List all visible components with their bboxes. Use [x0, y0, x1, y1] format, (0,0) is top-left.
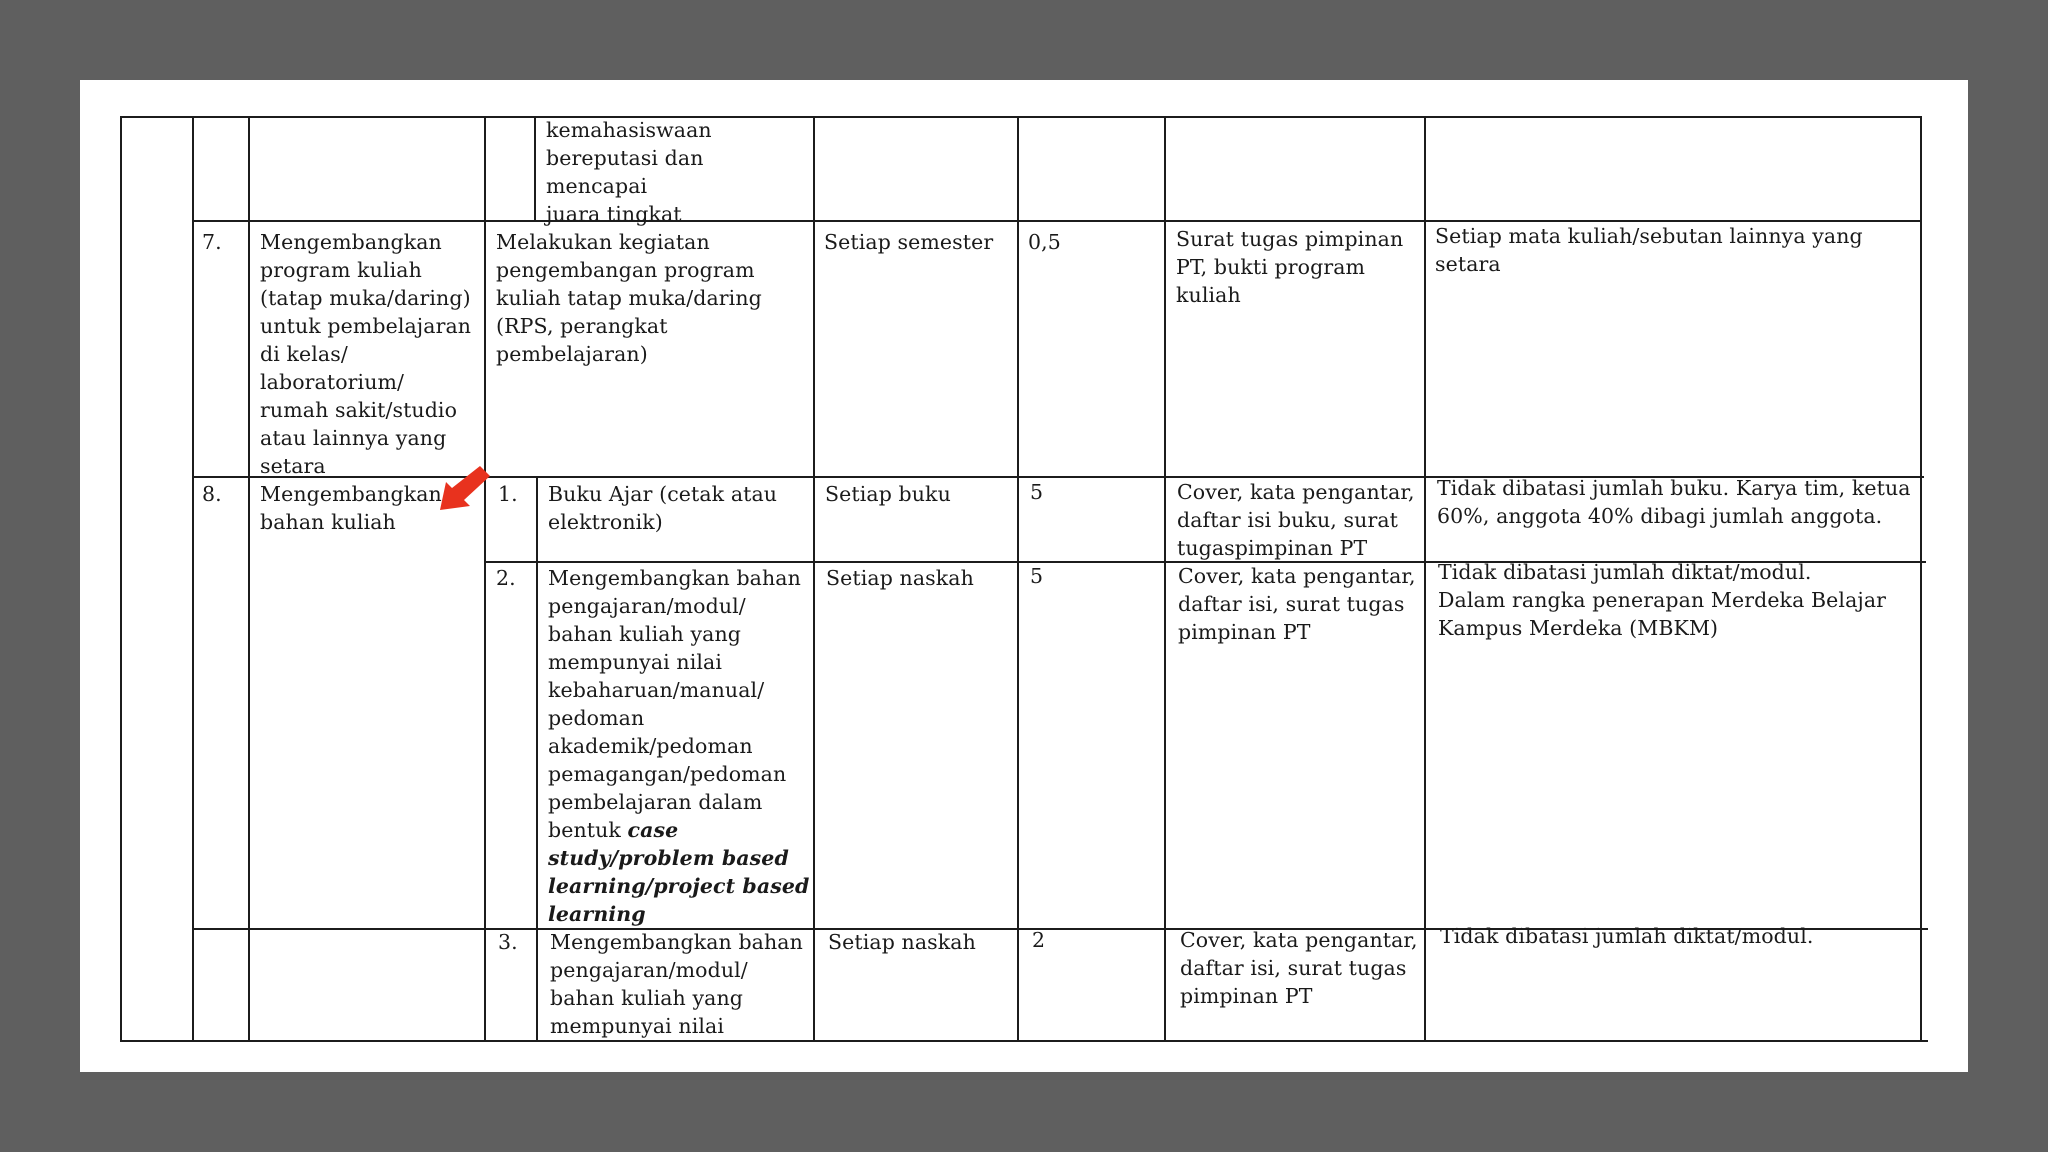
item2-evidence: Cover, kata pengantar, daftar isi, surat tugas pimpinan PT: [1178, 564, 1416, 644]
item1-notes: Tidak dibatasi jumlah buku. Karya tim, ketua 60%, anggota 40% dibagi jumlah anggota.: [1437, 476, 1911, 528]
row8-component: Mengembangkan bahan kuliah: [260, 482, 442, 534]
red-arrow-pointer-icon: [436, 464, 492, 514]
item3-credit: 2: [1032, 928, 1046, 952]
row-top-activity: kemahasiswaan bereputasi dan mencapai juara tingkat: [546, 118, 712, 226]
row7-frequency: Setiap semester: [824, 230, 994, 254]
item2-number: 2.: [496, 566, 516, 590]
item2-notes: Tidak dibatasi jumlah diktat/modul. Dalam rangka penerapan Merdeka Belajar Kampus Merdeka (MBKM): [1438, 560, 1887, 640]
row7-credit: 0,5: [1028, 230, 1061, 254]
item2-credit: 5: [1030, 564, 1044, 588]
row7-evidence: Surat tugas pimpinan PT, bukti program kuliah: [1176, 227, 1404, 307]
row7-component: Mengembangkan program kuliah (tatap muka/daring) untuk pembelajaran di kelas/ laboratorium/ rumah sakit/studio atau lainnya yang setara: [260, 230, 472, 478]
item1-frequency: Setiap buku: [825, 482, 951, 506]
item3-activity: Mengembangkan bahan pengajaran/modul/ bahan kuliah yang mempunyai nilai: [550, 930, 803, 1038]
row7-number: 7.: [202, 230, 222, 254]
item2-frequency: Setiap naskah: [826, 566, 974, 590]
item3-evidence: Cover, kata pengantar, daftar isi, surat tugas pimpinan PT: [1180, 928, 1418, 1008]
item2-activity-emphasis: case study/problem based learning/project based learning: [548, 818, 810, 926]
item3-notes: Tidak dibatasi jumlah diktat/modul.: [1440, 924, 1814, 948]
item1-number: 1.: [498, 482, 518, 506]
item3-frequency: Setiap naskah: [828, 930, 976, 954]
item1-evidence: Cover, kata pengantar, daftar isi buku, surat tugaspimpinan PT: [1177, 480, 1415, 560]
item1-credit: 5: [1030, 480, 1044, 504]
item2-activity-text: Mengembangkan bahan pengajaran/modul/ bahan kuliah yang mempunyai nilai kebaharuan/manual/ pedoman akademik/pedoman pemagangan/pedoman pembelajaran dalam bentuk: [548, 566, 801, 842]
row7-activity: Melakukan kegiatan pengembangan program kuliah tatap muka/daring (RPS, perangkat pembelajaran): [496, 230, 762, 366]
row8-number: 8.: [202, 482, 222, 506]
item1-activity: Buku Ajar (cetak atau elektronik): [548, 482, 778, 534]
row7-notes: Setiap mata kuliah/sebutan lainnya yang setara: [1435, 224, 1863, 276]
item3-number: 3.: [498, 930, 518, 954]
item2-activity: [548, 564, 812, 928]
